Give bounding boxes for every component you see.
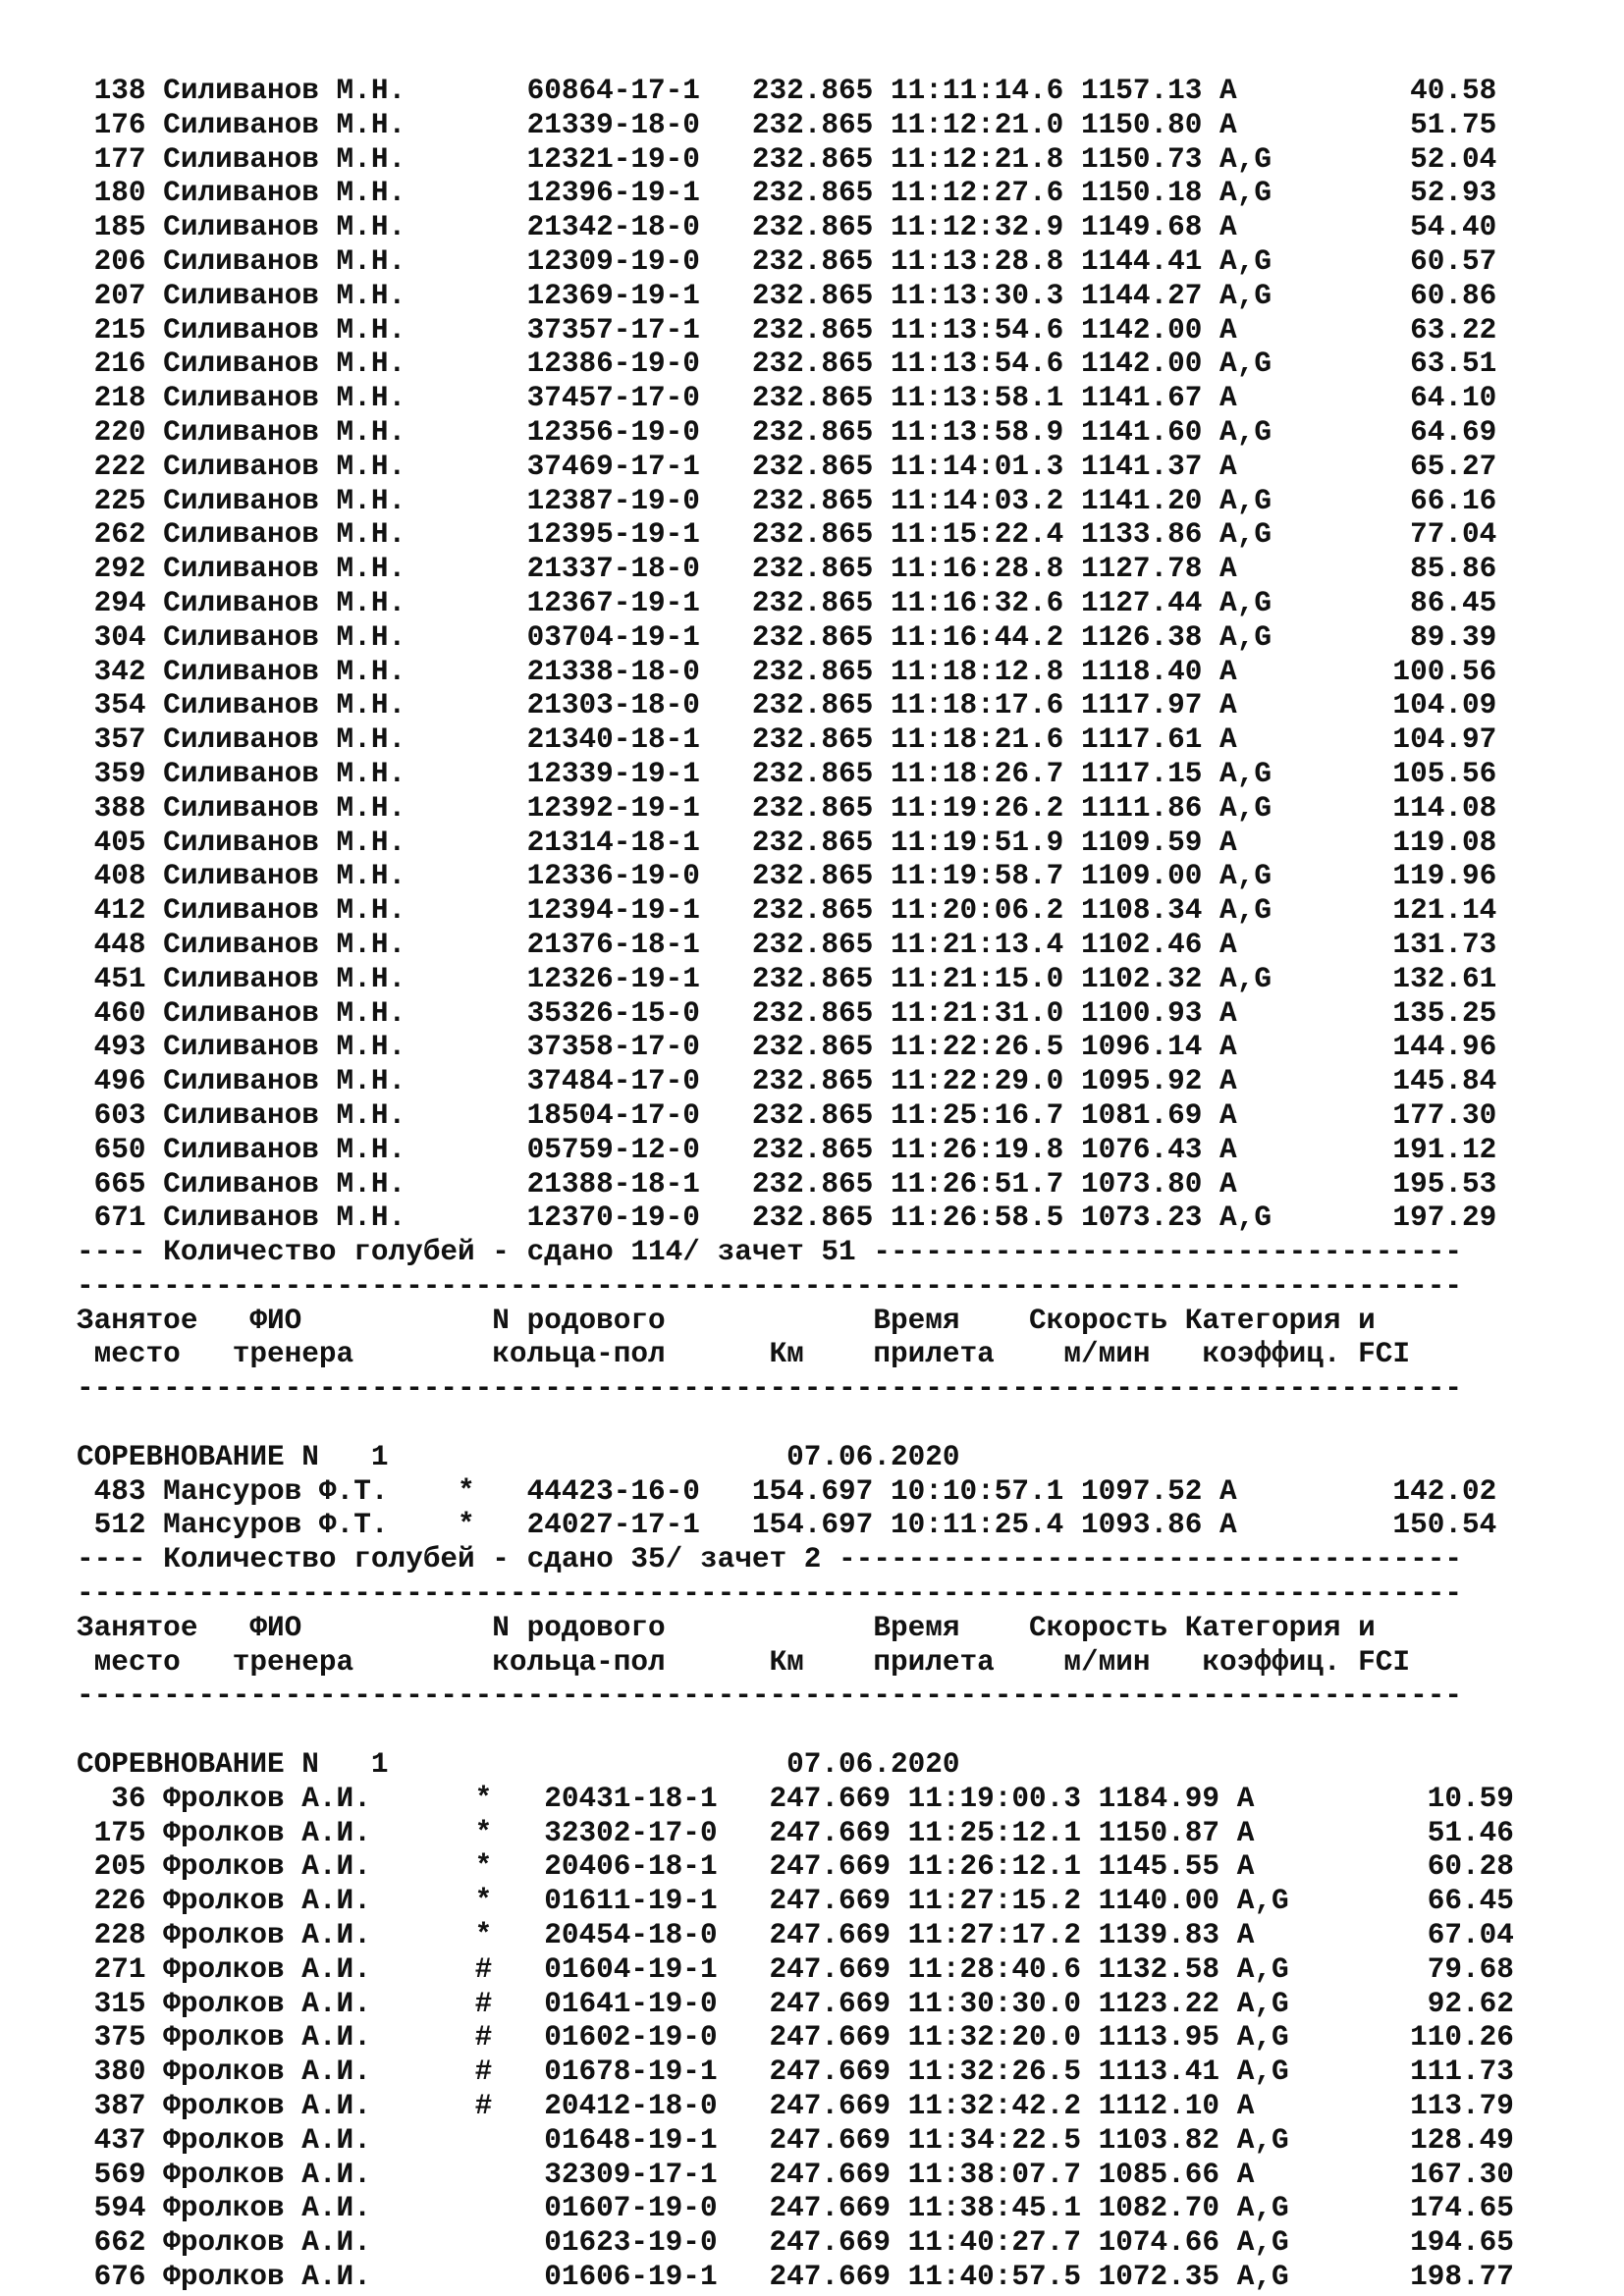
- printout-line: место тренера кольца-пол Км прилета м/мин коэффиц. FCI: [77, 1645, 1411, 1679]
- printout-line: 180 Силиванов М.Н. 12396-19-1 232.865 11:12:27.6 1150.18 A,G 52.93: [77, 177, 1497, 210]
- printout-line: 226 Фролков А.И. * 01611-19-1 247.669 11:27:15.2 1140.00 A,G 66.45: [77, 1885, 1514, 1918]
- printout-line: [77, 1714, 1549, 1748]
- printout-line: Занятое ФИО N родового Время Скорость Категория и: [77, 1611, 1376, 1644]
- printout-line: 405 Силиванов М.Н. 21314-18-1 232.865 11:19:51.9 1109.59 A 119.08: [77, 826, 1497, 859]
- printout-line: ---- Количество голубей - сдано 35/ зачет 2 ------------------------------------: [77, 1543, 1462, 1576]
- printout-line: место тренера кольца-пол Км прилета м/мин коэффиц. FCI: [77, 1338, 1411, 1371]
- printout-line: 185 Силиванов М.Н. 21342-18-0 232.865 11:12:32.9 1149.68 A 54.40: [77, 211, 1497, 244]
- printout-line: 603 Силиванов М.Н. 18504-17-0 232.865 11:25:16.7 1081.69 A 177.30: [77, 1098, 1497, 1132]
- printout-line: 36 Фролков А.И. * 20431-18-1 247.669 11:19:00.3 1184.99 A 10.59: [77, 1782, 1514, 1815]
- printout-line: 483 Мансуров Ф.Т. * 44423-16-0 154.697 10:10:57.1 1097.52 A 142.02: [77, 1474, 1497, 1508]
- results-printout: [77, 75, 1549, 2295]
- printout-line: 451 Силиванов М.Н. 12326-19-1 232.865 11:21:15.0 1102.32 A,G 132.61: [77, 962, 1497, 995]
- printout-line: 215 Силиванов М.Н. 37357-17-1 232.865 11:13:54.6 1142.00 A 63.22: [77, 313, 1497, 347]
- printout-line: Занятое ФИО N родового Время Скорость Категория и: [77, 1304, 1376, 1337]
- printout-line: 315 Фролков А.И. # 01641-19-0 247.669 11:30:30.0 1123.22 A,G 92.62: [77, 1987, 1514, 2020]
- printout-line: 218 Силиванов М.Н. 37457-17-0 232.865 11:13:58.1 1141.67 A 64.10: [77, 382, 1497, 415]
- printout-line: 271 Фролков А.И. # 01604-19-1 247.669 11:28:40.6 1132.58 A,G 79.68: [77, 1952, 1514, 1986]
- printout-line: 292 Силиванов М.Н. 21337-18-0 232.865 11:16:28.8 1127.78 A 85.86: [77, 553, 1497, 586]
- printout-line: 671 Силиванов М.Н. 12370-19-0 232.865 11:26:58.5 1073.23 A,G 197.29: [77, 1201, 1497, 1235]
- printout-line: 387 Фролков А.И. # 20412-18-0 247.669 11:32:42.2 1112.10 A 113.79: [77, 2090, 1514, 2123]
- printout-line: --------------------------------------------------------------------------------: [77, 1372, 1462, 1406]
- printout-line: 594 Фролков А.И. 01607-19-0 247.669 11:38:45.1 1082.70 A,G 174.65: [77, 2192, 1514, 2225]
- printout-line: 354 Силиванов М.Н. 21303-18-0 232.865 11:18:17.6 1117.97 A 104.09: [77, 689, 1497, 722]
- printout-line: 388 Силиванов М.Н. 12392-19-1 232.865 11:19:26.2 1111.86 A,G 114.08: [77, 791, 1497, 825]
- printout-line: 359 Силиванов М.Н. 12339-19-1 232.865 11:18:26.7 1117.15 A,G 105.56: [77, 757, 1497, 790]
- printout-line: 408 Силиванов М.Н. 12336-19-0 232.865 11:19:58.7 1109.00 A,G 119.96: [77, 860, 1497, 893]
- printout-line: 493 Силиванов М.Н. 37358-17-0 232.865 11:22:26.5 1096.14 A 144.96: [77, 1031, 1497, 1064]
- printout-line: 437 Фролков А.И. 01648-19-1 247.669 11:34:22.5 1103.82 A,G 128.49: [77, 2123, 1514, 2157]
- printout-line: 569 Фролков А.И. 32309-17-1 247.669 11:38:07.7 1085.66 A 167.30: [77, 2158, 1514, 2191]
- printout-line: 176 Силиванов М.Н. 21339-18-0 232.865 11:12:21.0 1150.80 A 51.75: [77, 108, 1497, 141]
- printout-line: 512 Мансуров Ф.Т. * 24027-17-1 154.697 10:11:25.4 1093.86 A 150.54: [77, 1509, 1497, 1542]
- printout-line: --------------------------------------------------------------------------------: [77, 1269, 1462, 1303]
- printout-line: ---- Количество голубей - сдано 114/ зачет 51 ----------------------------------: [77, 1236, 1462, 1269]
- printout-line: [77, 1407, 1549, 1441]
- printout-line: 228 Фролков А.И. * 20454-18-0 247.669 11:27:17.2 1139.83 A 67.04: [77, 1919, 1514, 1952]
- printout-line: СОРЕВНОВАНИЕ N 1 07.06.2020: [77, 1748, 960, 1782]
- printout-line: 342 Силиванов М.Н. 21338-18-0 232.865 11:18:12.8 1118.40 A 100.56: [77, 655, 1497, 688]
- printout-line: 294 Силиванов М.Н. 12367-19-1 232.865 11:16:32.6 1127.44 A,G 86.45: [77, 586, 1497, 619]
- printout-line: 460 Силиванов М.Н. 35326-15-0 232.865 11:21:31.0 1100.93 A 135.25: [77, 996, 1497, 1030]
- printout-line: 222 Силиванов М.Н. 37469-17-1 232.865 11:14:01.3 1141.37 A 65.27: [77, 450, 1497, 483]
- printout-line: 412 Силиванов М.Н. 12394-19-1 232.865 11:20:06.2 1108.34 A,G 121.14: [77, 894, 1497, 928]
- printout-line: 665 Силиванов М.Н. 21388-18-1 232.865 11:26:51.7 1073.80 A 195.53: [77, 1167, 1497, 1201]
- printout-line: 205 Фролков А.И. * 20406-18-1 247.669 11:26:12.1 1145.55 A 60.28: [77, 1850, 1514, 1884]
- printout-line: 304 Силиванов М.Н. 03704-19-1 232.865 11:16:44.2 1126.38 A,G 89.39: [77, 620, 1497, 654]
- printout-line: 262 Силиванов М.Н. 12395-19-1 232.865 11:15:22.4 1133.86 A,G 77.04: [77, 518, 1497, 552]
- printout-line: 380 Фролков А.И. # 01678-19-1 247.669 11:32:26.5 1113.41 A,G 111.73: [77, 2056, 1514, 2089]
- printout-line: 225 Силиванов М.Н. 12387-19-0 232.865 11:14:03.2 1141.20 A,G 66.16: [77, 484, 1497, 517]
- printout-line: 177 Силиванов М.Н. 12321-19-0 232.865 11:12:21.8 1150.73 A,G 52.04: [77, 142, 1497, 176]
- printout-line: 496 Силиванов М.Н. 37484-17-0 232.865 11:22:29.0 1095.92 A 145.84: [77, 1065, 1497, 1098]
- printout-line: 216 Силиванов М.Н. 12386-19-0 232.865 11:13:54.6 1142.00 A,G 63.51: [77, 347, 1497, 381]
- printout-line: 357 Силиванов М.Н. 21340-18-1 232.865 11:18:21.6 1117.61 A 104.97: [77, 723, 1497, 757]
- printout-line: --------------------------------------------------------------------------------: [77, 1680, 1462, 1713]
- printout-line: 662 Фролков А.И. 01623-19-0 247.669 11:40:27.7 1074.66 A,G 194.65: [77, 2226, 1514, 2260]
- printout-line: 448 Силиванов М.Н. 21376-18-1 232.865 11:21:13.4 1102.46 A 131.73: [77, 928, 1497, 961]
- printout-line: 676 Фролков А.И. 01606-19-1 247.669 11:40:57.5 1072.35 A,G 198.77: [77, 2261, 1514, 2293]
- printout-line: 207 Силиванов М.Н. 12369-19-1 232.865 11:13:30.3 1144.27 A,G 60.86: [77, 279, 1497, 312]
- printout-line: 138 Силиванов М.Н. 60864-17-1 232.865 11:11:14.6 1157.13 A 40.58: [77, 75, 1497, 107]
- printout-line: СОРЕВНОВАНИЕ N 1 07.06.2020: [77, 1440, 960, 1473]
- printout-line: 650 Силиванов М.Н. 05759-12-0 232.865 11:26:19.8 1076.43 A 191.12: [77, 1133, 1497, 1166]
- printout-line: 220 Силиванов М.Н. 12356-19-0 232.865 11:13:58.9 1141.60 A,G 64.69: [77, 415, 1497, 449]
- printout-line: --------------------------------------------------------------------------------: [77, 1577, 1462, 1611]
- printout-line: 375 Фролков А.И. # 01602-19-0 247.669 11:32:20.0 1113.95 A,G 110.26: [77, 2021, 1514, 2055]
- printout-line: 175 Фролков А.И. * 32302-17-0 247.669 11:25:12.1 1150.87 A 51.46: [77, 1816, 1514, 1849]
- printout-line: 206 Силиванов М.Н. 12309-19-0 232.865 11:13:28.8 1144.41 A,G 60.57: [77, 244, 1497, 278]
